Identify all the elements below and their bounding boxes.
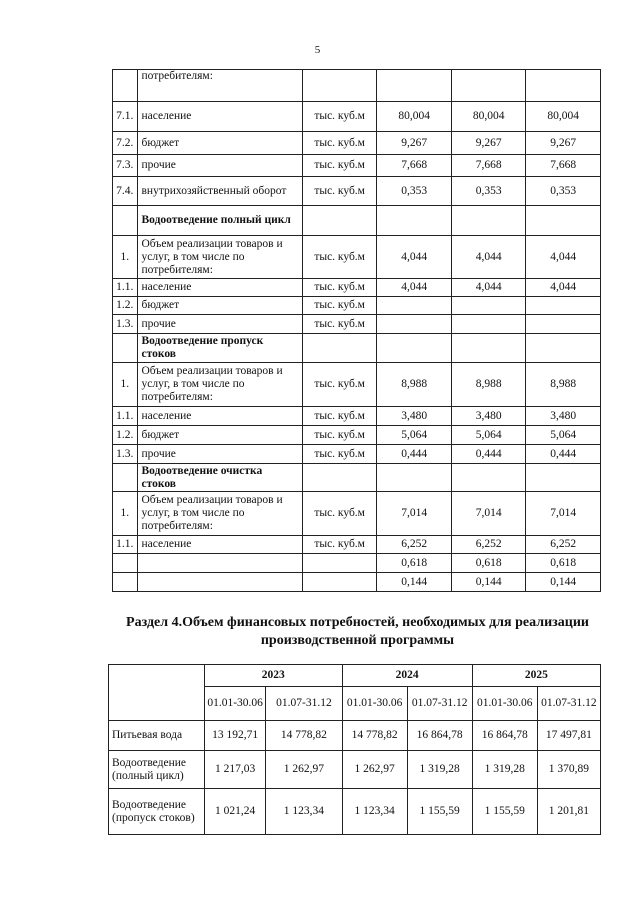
- row-name: Водоотведение полный цикл: [137, 206, 302, 236]
- value-cell: 1 155,59: [472, 789, 537, 835]
- value-cell: 0,144: [526, 573, 601, 592]
- value-cell: 14 778,82: [266, 721, 342, 751]
- table-row: [113, 102, 601, 132]
- value-cell: 1 155,59: [407, 789, 472, 835]
- value-cell: 7,668: [377, 155, 452, 177]
- period-header: 01.07-31.12: [407, 687, 472, 721]
- table-row: [113, 554, 601, 573]
- value-cell: 9,267: [526, 132, 601, 155]
- unit-cell: тыс. куб.м: [302, 236, 377, 279]
- row-name: население: [137, 536, 302, 554]
- unit-cell: тыс. куб.м: [302, 177, 377, 206]
- value-cell: 5,064: [526, 426, 601, 445]
- table-row: [113, 536, 601, 554]
- value-cell: 3,480: [451, 407, 526, 426]
- value-cell: 4,044: [377, 236, 452, 279]
- value-cell: 0,444: [377, 445, 452, 464]
- period-header: 01.01-30.06: [342, 687, 407, 721]
- row-label: Водоотведение (полный цикл): [109, 751, 205, 789]
- value-cell: 7,014: [526, 492, 601, 536]
- row-name: население: [137, 407, 302, 426]
- row-name: [137, 554, 302, 573]
- value-cell: 0,618: [377, 554, 452, 573]
- table-row: [109, 789, 601, 835]
- row-number: 1.2.: [113, 426, 138, 445]
- value-cell: 1 262,97: [342, 751, 407, 789]
- value-cell: [451, 206, 526, 236]
- row-number: 1.1.: [113, 407, 138, 426]
- value-cell: 5,064: [377, 426, 452, 445]
- table-row: [113, 132, 601, 155]
- year-header: 2024: [342, 665, 472, 687]
- table-row: [113, 70, 601, 102]
- value-cell: [377, 206, 452, 236]
- row-number: [113, 554, 138, 573]
- table-row: [113, 445, 601, 464]
- value-cell: 4,044: [526, 279, 601, 297]
- row-name: Водоотведение пропуск стоков: [137, 334, 302, 363]
- value-cell: 4,044: [451, 279, 526, 297]
- value-cell: 7,668: [526, 155, 601, 177]
- value-cell: 6,252: [526, 536, 601, 554]
- row-name: потребителям:: [137, 70, 302, 102]
- table-row: [113, 315, 601, 334]
- row-number: 1.3.: [113, 315, 138, 334]
- value-cell: 1 319,28: [407, 751, 472, 789]
- row-name: Объем реализации товаров и услуг, в том числе по потребителям:: [137, 363, 302, 407]
- value-cell: [451, 70, 526, 102]
- row-number: [113, 70, 138, 102]
- row-name: внутрихозяйственный оборот: [137, 177, 302, 206]
- value-cell: 0,353: [451, 177, 526, 206]
- row-name: Объем реализации товаров и услуг, в том числе по потребителям:: [137, 236, 302, 279]
- table-row: [113, 573, 601, 592]
- table-row: [113, 363, 601, 407]
- table-row: [113, 407, 601, 426]
- value-cell: 1 217,03: [204, 751, 265, 789]
- page-number: 5: [314, 44, 321, 56]
- row-name: Водоотведение очистка стоков: [137, 464, 302, 492]
- value-cell: 8,988: [451, 363, 526, 407]
- unit-cell: тыс. куб.м: [302, 279, 377, 297]
- value-cell: 1 123,34: [342, 789, 407, 835]
- table-row: [109, 721, 601, 751]
- value-cell: 4,044: [526, 236, 601, 279]
- row-name: население: [137, 279, 302, 297]
- value-cell: 6,252: [377, 536, 452, 554]
- row-name: [137, 573, 302, 592]
- value-cell: 6,252: [451, 536, 526, 554]
- table-row: [113, 297, 601, 315]
- value-cell: 1 021,24: [204, 789, 265, 835]
- row-number: [113, 464, 138, 492]
- table-row: [113, 426, 601, 445]
- row-number: 1.1.: [113, 279, 138, 297]
- value-cell: 13 192,71: [204, 721, 265, 751]
- row-name: прочие: [137, 315, 302, 334]
- value-cell: 4,044: [377, 279, 452, 297]
- row-number: 1.: [113, 363, 138, 407]
- unit-cell: тыс. куб.м: [302, 102, 377, 132]
- value-cell: [526, 206, 601, 236]
- value-cell: 7,014: [451, 492, 526, 536]
- value-cell: 1 319,28: [472, 751, 537, 789]
- row-number: 1.3.: [113, 445, 138, 464]
- value-cell: 3,480: [526, 407, 601, 426]
- table-row: [113, 177, 601, 206]
- value-cell: 9,267: [377, 132, 452, 155]
- table-row: [113, 334, 601, 363]
- value-cell: 80,004: [451, 102, 526, 132]
- period-header: 01.01-30.06: [472, 687, 537, 721]
- value-cell: 0,353: [526, 177, 601, 206]
- year-header: 2025: [472, 665, 600, 687]
- row-number: [113, 573, 138, 592]
- row-name: бюджет: [137, 426, 302, 445]
- unit-cell: тыс. куб.м: [302, 363, 377, 407]
- unit-cell: [302, 464, 377, 492]
- value-cell: 0,618: [451, 554, 526, 573]
- value-cell: 0,444: [451, 445, 526, 464]
- unit-cell: [302, 554, 377, 573]
- value-cell: 5,064: [451, 426, 526, 445]
- row-name: прочие: [137, 155, 302, 177]
- table-row: [113, 206, 601, 236]
- table-row: [109, 751, 601, 789]
- row-name: Объем реализации товаров и услуг, в том числе по потребителям:: [137, 492, 302, 536]
- value-cell: 16 864,78: [407, 721, 472, 751]
- row-name: население: [137, 102, 302, 132]
- unit-cell: тыс. куб.м: [302, 297, 377, 315]
- period-header: 01.07-31.12: [266, 687, 342, 721]
- value-cell: 0,353: [377, 177, 452, 206]
- value-cell: 9,267: [451, 132, 526, 155]
- value-cell: 1 370,89: [537, 751, 600, 789]
- value-cell: 0,444: [526, 445, 601, 464]
- value-cell: 0,618: [526, 554, 601, 573]
- row-number: 7.3.: [113, 155, 138, 177]
- value-cell: 3,480: [377, 407, 452, 426]
- value-cell: 0,144: [377, 573, 452, 592]
- row-label: Питьевая вода: [109, 721, 205, 751]
- unit-cell: тыс. куб.м: [302, 407, 377, 426]
- value-cell: [526, 70, 601, 102]
- value-cell: [451, 464, 526, 492]
- value-cell: 1 262,97: [266, 751, 342, 789]
- period-header: 01.01-30.06: [204, 687, 265, 721]
- value-cell: 4,044: [451, 236, 526, 279]
- row-number: 7.4.: [113, 177, 138, 206]
- table-row: [113, 155, 601, 177]
- row-number: [113, 206, 138, 236]
- value-cell: [451, 297, 526, 315]
- value-cell: 1 201,81: [537, 789, 600, 835]
- value-cell: [526, 297, 601, 315]
- period-header: 01.07-31.12: [537, 687, 600, 721]
- unit-cell: [302, 334, 377, 363]
- row-number: 7.1.: [113, 102, 138, 132]
- value-cell: 7,668: [451, 155, 526, 177]
- section-title: Раздел 4.Объем финансовых потребностей, необходимых для реализации производственной программы: [126, 615, 589, 648]
- financial-needs-table: [108, 664, 601, 835]
- row-number: 1.1.: [113, 536, 138, 554]
- value-cell: 14 778,82: [342, 721, 407, 751]
- value-cell: [451, 334, 526, 363]
- value-cell: [451, 315, 526, 334]
- value-cell: [377, 464, 452, 492]
- value-cell: 7,014: [377, 492, 452, 536]
- table-row: [113, 492, 601, 536]
- table-row: [113, 279, 601, 297]
- value-cell: [377, 315, 452, 334]
- unit-cell: [302, 70, 377, 102]
- unit-cell: тыс. куб.м: [302, 426, 377, 445]
- unit-cell: тыс. куб.м: [302, 315, 377, 334]
- unit-cell: [302, 573, 377, 592]
- year-header: 2023: [204, 665, 342, 687]
- row-number: 1.: [113, 492, 138, 536]
- value-cell: 0,144: [451, 573, 526, 592]
- value-cell: 16 864,78: [472, 721, 537, 751]
- unit-cell: тыс. куб.м: [302, 132, 377, 155]
- production-volume-table: [112, 69, 601, 592]
- value-cell: [526, 315, 601, 334]
- unit-cell: тыс. куб.м: [302, 536, 377, 554]
- unit-cell: тыс. куб.м: [302, 492, 377, 536]
- table-row: [113, 236, 601, 279]
- table-row: [113, 464, 601, 492]
- value-cell: 80,004: [377, 102, 452, 132]
- row-number: 1.2.: [113, 297, 138, 315]
- value-cell: [377, 297, 452, 315]
- unit-cell: тыс. куб.м: [302, 155, 377, 177]
- value-cell: 1 123,34: [266, 789, 342, 835]
- row-number: 1.: [113, 236, 138, 279]
- value-cell: [377, 70, 452, 102]
- unit-cell: [302, 206, 377, 236]
- corner-cell: [109, 665, 205, 721]
- row-number: [113, 334, 138, 363]
- row-label: Водоотведение (пропуск стоков): [109, 789, 205, 835]
- value-cell: [526, 464, 601, 492]
- value-cell: 8,988: [377, 363, 452, 407]
- value-cell: 80,004: [526, 102, 601, 132]
- value-cell: 17 497,81: [537, 721, 600, 751]
- row-name: прочие: [137, 445, 302, 464]
- unit-cell: тыс. куб.м: [302, 445, 377, 464]
- row-number: 7.2.: [113, 132, 138, 155]
- row-name: бюджет: [137, 297, 302, 315]
- value-cell: [377, 334, 452, 363]
- row-name: бюджет: [137, 132, 302, 155]
- value-cell: [526, 334, 601, 363]
- value-cell: 8,988: [526, 363, 601, 407]
